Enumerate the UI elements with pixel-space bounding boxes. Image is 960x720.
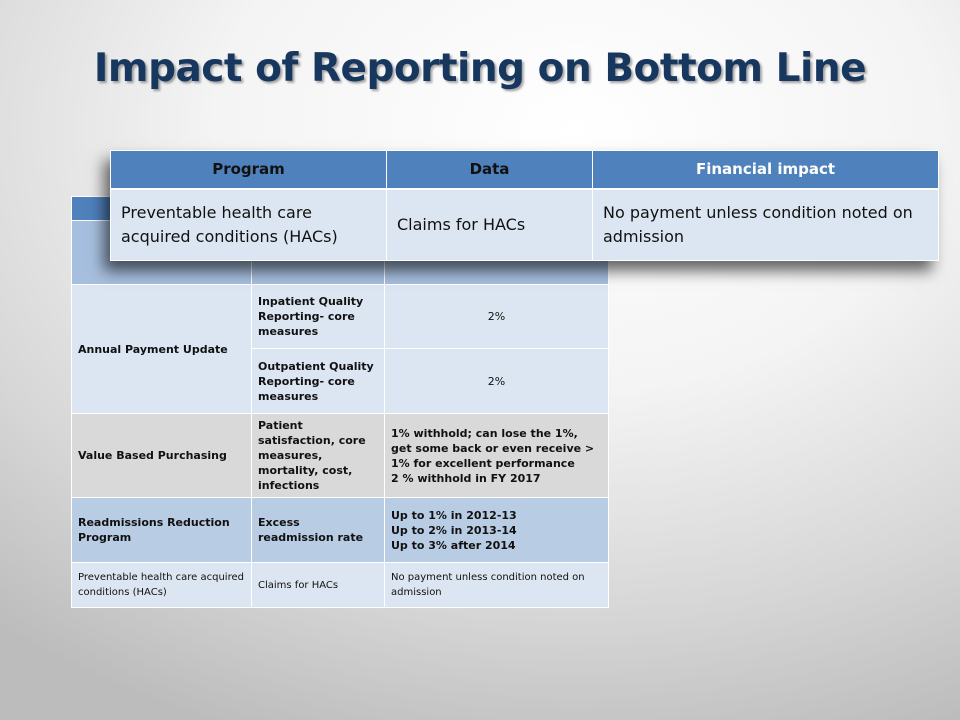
header-data: Data — [387, 151, 593, 189]
program-cell: Preventable health care acquired conditions (HACs) — [72, 563, 252, 608]
data-cell: Patient satisfaction, core measures, mortality, cost, infections — [252, 414, 385, 498]
data-cell: Excess readmission rate — [252, 498, 385, 563]
impact-cell — [385, 498, 609, 563]
overlay-program-cell: Preventable health care acquired conditions (HACs) — [111, 189, 387, 261]
impact-line: 2 % withhold in FY 2017 — [391, 471, 541, 485]
zoomed-table-callout — [110, 150, 938, 261]
slide-title: Impact of Reporting on Bottom Line — [93, 46, 867, 91]
impact-line: 1% withhold; can lose the 1%, get some back or even receive > 1% for excellent performance — [391, 426, 595, 470]
impact-cell — [385, 414, 609, 498]
data-cell: Claims for HACs — [252, 563, 385, 608]
data-cell: Inpatient Quality Reporting- core measures — [252, 285, 385, 349]
overlay-row — [111, 189, 939, 261]
table-row — [72, 563, 609, 608]
table-row — [72, 414, 609, 498]
impact-cell: 2% — [385, 349, 609, 414]
program-cell: Annual Payment Update — [72, 285, 252, 414]
header-financial-impact: Financial impact — [593, 151, 939, 189]
impact-line: Up to 2% in 2013-14 — [391, 523, 517, 537]
overlay-header-row — [111, 151, 939, 189]
overlay-impact-cell: No payment unless condition noted on admission — [593, 189, 939, 261]
impact-line: Up to 1% in 2012-13 — [391, 508, 517, 522]
overlay-table — [110, 150, 939, 261]
table-row — [72, 498, 609, 563]
impact-cell: 2% — [385, 285, 609, 349]
header-program: Program — [111, 151, 387, 189]
program-cell: Value Based Purchasing — [72, 414, 252, 498]
table-row — [72, 285, 609, 349]
data-cell: Outpatient Quality Reporting- core measures — [252, 349, 385, 414]
impact-line: Up to 3% after 2014 — [391, 538, 516, 552]
program-cell: Readmissions Reduction Program — [72, 498, 252, 563]
impact-cell: No payment unless condition noted on admission — [385, 563, 609, 608]
overlay-data-cell: Claims for HACs — [387, 189, 593, 261]
